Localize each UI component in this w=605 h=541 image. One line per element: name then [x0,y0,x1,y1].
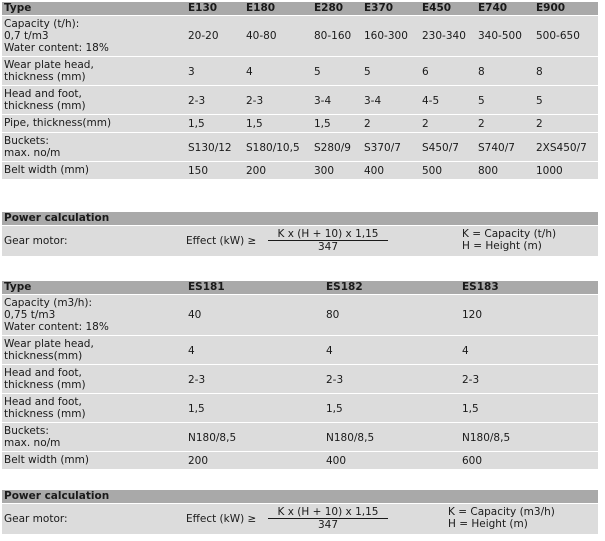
section-title [2,490,598,503]
header-e370: E370 [364,2,394,14]
cell: 2 [364,118,371,130]
table-e-series [2,2,598,179]
formula-row [2,503,598,534]
table-header [2,2,598,15]
cell: S130/12 [188,142,232,154]
cell: 2 [478,118,485,130]
cell: 1,5 [188,118,205,130]
cell: 4 [462,345,469,357]
cell: 40-80 [246,30,277,42]
cell: 6 [422,66,429,78]
cell: 2-3 [326,374,344,386]
row-label: Pipe, thickness(mm) [4,117,112,129]
gear-motor-label: Gear motor: [4,235,68,247]
table-row [2,56,598,85]
cell: 4 [326,345,333,357]
table-row [2,451,598,469]
cell: S740/7 [478,142,515,154]
header-es181: ES181 [188,281,225,293]
cell: S280/9 [314,142,351,154]
power-calculation [2,490,598,534]
header-e740: E740 [478,2,508,14]
cell: 1,5 [326,403,343,415]
cell: 200 [246,165,267,177]
cell: 40 [188,309,202,321]
table-row [2,114,598,132]
row-label: Belt width (mm) [4,454,89,466]
formula-numerator: K x (H + 10) x 1,15 [277,506,379,518]
cell: 8 [536,66,543,78]
gear-motor-label: Gear motor: [4,513,68,525]
table-row [2,132,598,161]
header-type: Type [4,281,32,293]
header-e280: E280 [314,2,344,14]
section-title-text: Power calculation [4,212,110,224]
cell: 120 [462,309,483,321]
table-row [2,294,598,335]
cell: S180/10,5 [246,142,300,154]
cell: 3-4 [314,95,332,107]
table-row [2,161,598,179]
formula-fraction [268,506,388,531]
cell: 160-300 [364,30,408,42]
cell: 5 [478,95,485,107]
power-calculation [2,212,598,256]
cell: 2 [422,118,429,130]
cell: 3-4 [364,95,382,107]
formula-numerator: K x (H + 10) x 1,15 [277,228,379,240]
cell: 80-160 [314,30,352,42]
cell: N180/8,5 [326,432,375,444]
cell: 2-3 [188,374,206,386]
row-label: Capacity (t/h): 0,7 t/m3 Water content: 18% [4,18,109,54]
row-label: Head and foot, thickness (mm) [4,367,86,391]
table-header [2,281,598,294]
cell: 5 [364,66,371,78]
legend-k: K = Capacity (t/h) [462,228,557,240]
cell: 4 [246,66,253,78]
cell: 340-500 [478,30,522,42]
header-es183: ES183 [462,281,499,293]
table-row [2,15,598,56]
header-e900: E900 [536,2,566,14]
table-row [2,85,598,114]
cell: 400 [364,165,385,177]
formula-denominator: 347 [317,241,339,253]
formula-denominator: 347 [317,519,339,531]
cell: 300 [314,165,335,177]
row-label: Wear plate head, thickness(mm) [4,338,94,362]
cell: 1,5 [246,118,263,130]
cell: 500-650 [536,30,580,42]
section-title [2,212,598,225]
row-label: Capacity (m3/h): 0,75 t/m3 Water content: 18% [4,297,109,333]
table-row [2,393,598,422]
header-e130: E130 [188,2,218,14]
cell: 150 [188,165,209,177]
cell: 400 [326,455,347,467]
legend-h: H = Height (m) [462,240,542,252]
cell: 5 [536,95,543,107]
table-es-series [2,281,598,469]
cell: 8 [478,66,485,78]
effect-label: Effect (kW) ≥ [186,513,257,525]
cell: 80 [326,309,340,321]
cell: 2-3 [246,95,264,107]
header-e450: E450 [422,2,452,14]
row-label: Wear plate head, thickness (mm) [4,59,94,83]
cell: 20-20 [188,30,219,42]
cell: 1,5 [314,118,331,130]
cell: 2-3 [188,95,206,107]
cell: 1,5 [188,403,205,415]
table-row [2,335,598,364]
cell: 4-5 [422,95,440,107]
row-label: Belt width (mm) [4,164,89,176]
cell: N180/8,5 [188,432,237,444]
cell: 230-340 [422,30,466,42]
cell: S370/7 [364,142,401,154]
header-type: Type [4,2,32,14]
legend-h: H = Height (m) [448,518,528,530]
cell: 2XS450/7 [536,142,587,154]
cell: 1,5 [462,403,479,415]
header-e180: E180 [246,2,276,14]
formula-fraction [268,228,388,253]
row-label: Head and foot, thickness (mm) [4,88,86,112]
cell: 5 [314,66,321,78]
cell: 600 [462,455,483,467]
effect-label: Effect (kW) ≥ [186,235,257,247]
cell: S450/7 [422,142,459,154]
section-title-text: Power calculation [4,490,110,502]
cell: 2-3 [462,374,480,386]
formula-row [2,225,598,256]
table-row [2,422,598,451]
cell: N180/8,5 [462,432,511,444]
cell: 1000 [536,165,563,177]
row-label: Buckets: max. no/m [4,135,61,159]
header-es182: ES182 [326,281,363,293]
cell: 2 [536,118,543,130]
cell: 800 [478,165,499,177]
cell: 200 [188,455,209,467]
legend-k: K = Capacity (m3/h) [448,506,555,518]
cell: 3 [188,66,195,78]
row-label: Buckets: max. no/m [4,425,61,449]
table-row [2,364,598,393]
row-label: Head and foot, thickness (mm) [4,396,86,420]
cell: 4 [188,345,195,357]
cell: 500 [422,165,443,177]
